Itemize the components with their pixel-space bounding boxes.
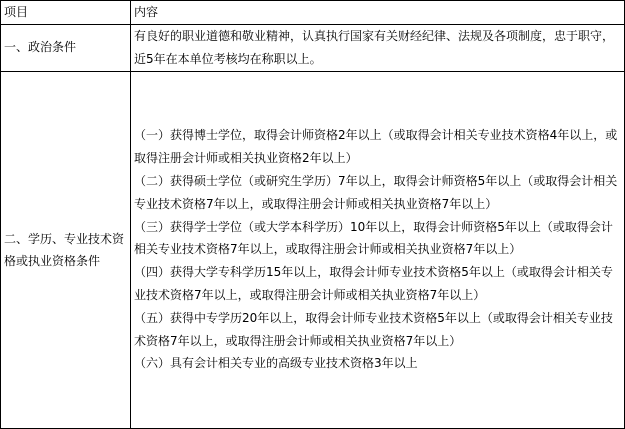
political-row (1, 24, 625, 71)
political-content: 有良好的职业道德和敬业精神，认真执行国家有关财经纪律、法规及各项制度，忠于职守，近5年在本单位考核均在称职以上。 (131, 24, 625, 71)
education-content (131, 71, 625, 429)
education-item-2: （二）获得硕士学位（或研究生学历）7年以上，取得会计师资格5年以上（或取得会计相关专业技术资格7年以上，或取得注册会计师或相关执业资格7年以上） (134, 173, 618, 211)
education-item-1: （一）获得博士学位，取得会计师资格2年以上（或取得会计相关专业技术资格4年以上，或取得注册会计师或相关执业资格2年以上） (134, 128, 618, 166)
education-item-5: （五）获得中专学历20年以上，取得会计师专业技术资格5年以上（或取得会计相关专业技术资格7年以上，或取得注册会计师或相关执业资格7年以上） (134, 310, 613, 348)
header-item-cell: 项目 (1, 1, 131, 25)
education-label: 二、学历、专业技术资格或执业资格条件 (1, 71, 131, 429)
education-item-3: （三）获得学士学位（或大学本科学历）10年以上，取得会计师资格5年以上（或取得会计相关专业技术资格7年以上，或取得注册会计师或相关执业资格7年以上） (134, 219, 613, 257)
education-item-6: （六）具有会计相关专业的高级专业技术资格3年以上 (134, 356, 418, 371)
header-row (1, 1, 625, 25)
education-item-4: （四）获得大学专科学历15年以上，取得会计师专业技术资格5年以上（或取得会计相关专业技术资格7年以上，或取得注册会计师或相关执业资格7年以上） (134, 265, 613, 302)
header-content-cell: 内容 (131, 1, 625, 25)
political-label: 一、政治条件 (1, 24, 131, 71)
education-row (1, 71, 625, 429)
